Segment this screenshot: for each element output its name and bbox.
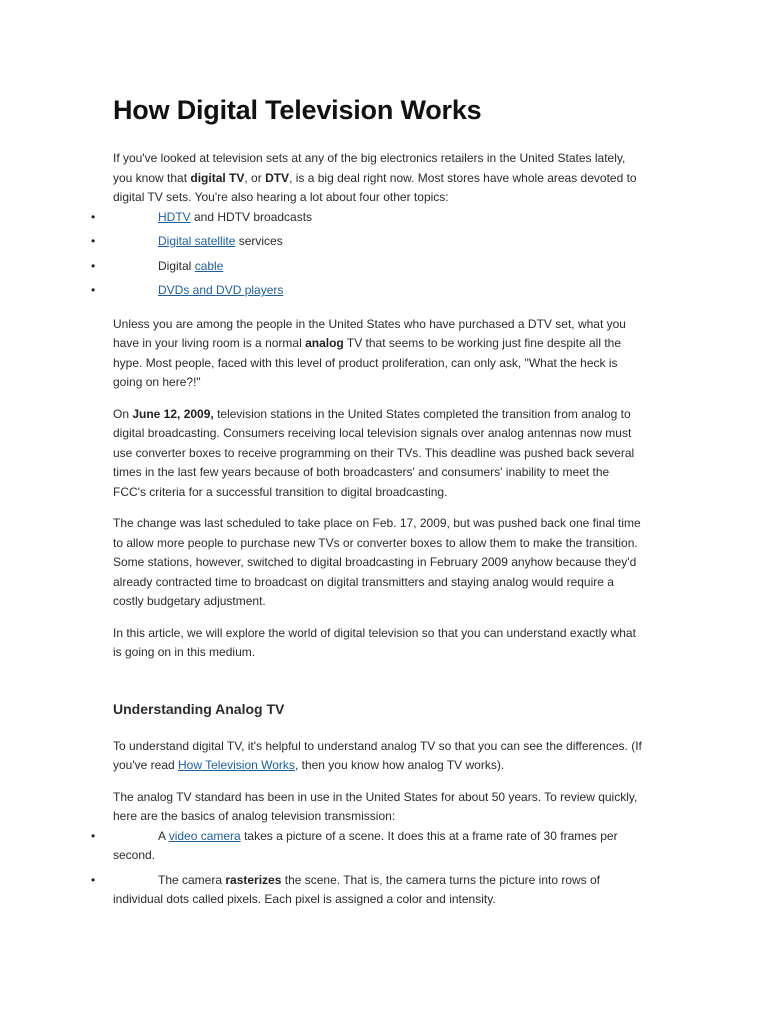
digital-satellite-link[interactable]: Digital satellite bbox=[158, 234, 236, 248]
section-heading: Understanding Analog TV bbox=[113, 700, 285, 717]
bullet-icon: • bbox=[91, 828, 96, 843]
cable-link[interactable]: cable bbox=[194, 258, 224, 273]
intro-text: , or bbox=[244, 170, 266, 185]
transition-paragraph bbox=[113, 405, 643, 503]
how-television-works-link[interactable]: How Television Works bbox=[178, 758, 295, 772]
intro-paragraph bbox=[113, 149, 643, 208]
analog-intro-paragraph bbox=[113, 737, 643, 776]
unless-text: TV that seems to be working just fine despite all the hype. Most people, faced with this level of product proliferation, can only ask, "What the heck is going on here?!" bbox=[113, 336, 622, 389]
transition-text: television stations in the United States completed the transition from analog to digital broadcasting. Consumers receiving local television signals over analog antennas now must use converter boxes to receive programming on their TVs. This deadline was pushed back several times in the last few years because of both broadcasters' and consumers' inability to meet the FCC's criteria for a successful transition to digital broadcasting. bbox=[113, 406, 635, 499]
video-camera-link[interactable]: video camera bbox=[168, 828, 241, 843]
list-item bbox=[91, 232, 643, 252]
rasterizes-bold: rasterizes bbox=[225, 872, 282, 887]
intro-dtv: DTV bbox=[265, 170, 290, 185]
article-body bbox=[91, 92, 643, 924]
unless-text: Unless you are among the people in the United States who have purchased a DTV set, what you have in your living room is a normal bbox=[113, 316, 626, 350]
analog-standard-paragraph: The analog TV standard has been in use in the United States for about 50 years. To review quickly, here are the basics of analog television transmission: bbox=[113, 789, 638, 823]
list-item bbox=[91, 871, 643, 910]
list-item-text: The camera bbox=[158, 872, 226, 887]
intro-text: , is a big deal right now. Most stores have whole areas devoted to digital TV sets. You're also hearing a lot about four other topics: bbox=[113, 170, 637, 204]
list-item bbox=[91, 257, 643, 277]
bullet-icon: • bbox=[91, 234, 96, 248]
article-paragraph: In this article, we will explore the world of digital television so that you can understand exactly what is going on in this medium. bbox=[113, 625, 636, 659]
intro-text: If you've looked at television sets at any of the big electronics retailers in the United States lately, you know that bbox=[113, 151, 626, 185]
hdtv-link[interactable]: HDTV bbox=[158, 209, 191, 224]
page-title: How Digital Television Works bbox=[113, 95, 482, 125]
list-item-text: the scene. That is, the camera turns the picture into rows of individual dots called pixels. Each pixel is assigned a color and intensity. bbox=[113, 872, 601, 906]
analog-bold: analog bbox=[305, 336, 344, 350]
bullet-icon: • bbox=[91, 872, 96, 887]
list-item-text: A bbox=[158, 828, 169, 843]
bullet-icon: • bbox=[91, 283, 96, 297]
list-item-text: takes a picture of a scene. It does this at a frame rate of 30 frames per second. bbox=[113, 828, 618, 862]
dvds-link[interactable]: DVDs and DVD players bbox=[158, 283, 284, 297]
list-item-text: Digital bbox=[158, 258, 195, 273]
list-item bbox=[91, 281, 643, 301]
analog-intro-text: , then you know how analog TV works). bbox=[294, 758, 505, 772]
bullet-icon: • bbox=[91, 209, 96, 224]
list-item bbox=[91, 208, 643, 228]
transition-text: On bbox=[113, 406, 133, 421]
bullet-icon: • bbox=[91, 258, 96, 273]
change-paragraph: The change was last scheduled to take place on Feb. 17, 2009, but was pushed back one final time to allow more people to purchase new TVs or converter boxes to allow them to make the transition. Some stations, however, switched to digital broadcasting in February 2009 anyhow because they'd already contracted time to broadcast on digital transmitters and staying analog would require a costly budgetary adjustment. bbox=[113, 516, 641, 608]
unless-paragraph bbox=[113, 315, 643, 393]
list-item-text: services bbox=[235, 234, 283, 248]
intro-digital-tv: digital TV bbox=[190, 170, 245, 185]
list-item bbox=[91, 827, 643, 866]
transition-date: June 12, 2009, bbox=[132, 406, 214, 421]
topics-list bbox=[91, 208, 643, 301]
analog-intro-text: To understand digital TV, it's helpful to understand analog TV so that you can see the differences. (If you've read bbox=[113, 738, 642, 772]
steps-list bbox=[91, 827, 643, 910]
list-item-text: and HDTV broadcasts bbox=[190, 209, 313, 224]
